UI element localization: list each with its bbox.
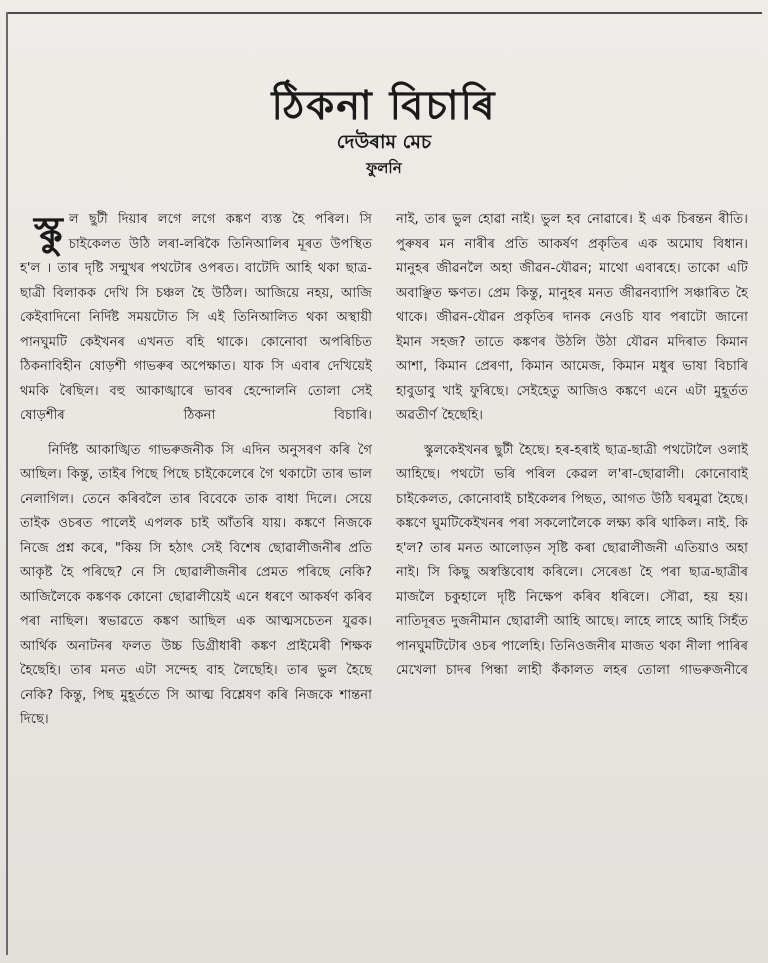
left-text-column [20,208,372,733]
top-border-rule [6,12,762,14]
right-paragraph-1-text: নাই, তাৰ ভুল হোৱা নাই। ভুল হব নোৱাৰে। ই এক চিৰন্তন ৰীতি। পুৰুষৰ মন নাৰীৰ প্ৰতি আকৰ্ষণ প্ৰকৃতিৰ এক অমোঘ বিধান। মানুহৰ জীৱনলৈ অহা জীৱন-যৌৱন; মাথো এবাৰহে। তাকো এটি অবাঞ্ছিত ক্ষণত। প্ৰেম কিন্তু, মানুহৰ মনত জীৱনব্যাপি সঞ্চাৰিত হৈ থাকে। জীৱন-যৌৱন প্ৰকৃতিৰ দানক নেওচি যাব পৰাটো জানো ইমান সহজ? তাতে কঙ্কণৰ উঠলি উঠা যৌৱন মদিৰাত কিমান আশা, কিমান প্ৰেৰণা, কিমান আমেজ, কিমান মধুৰ ভাষা বিচাৰি হাবুডাবু খাই ফুৰিছে। সেইহেতু আজিও কঙ্কণে এনে এটা মুহূৰ্তত অৱতীৰ্ণ হৈছেহি। [396,212,748,423]
right-paragraph-2 [396,439,748,684]
article-location: ফুলনি [366,159,402,177]
right-paragraph-1 [396,208,748,429]
right-paragraph-2-text: স্কুলকেইখনৰ ছুটী হৈছে। হৰ-হৰাই ছাত্ৰ-ছাত্ৰী পথটোলৈ ওলাই আহিছে। পথটো ভৰি পৰিল কেৱল ল'ৰা-ছোৱালী। কোনোবাই চাইকেলত, কোনোবাই চাইকেলৰ পিছত, আগত উঠি ঘৰমুৱা হৈছে। কঙ্কণে ঘুমটিকেইখনৰ পৰা সকলোলৈকে লক্ষ্য কৰি থাকিল। নাই. কি হ'ল? তাৰ মনত আলোড়ন সৃষ্টি কৰা ছোৱালীজনী এতিয়াও অহা নাই। সি কিছু অস্বস্তিবোধ কৰিলে। সেৰেঙা হৈ পৰা ছাত্ৰ-ছাত্ৰীৰ মাজলৈ চকুহালে দৃষ্টি নিক্ষেপ কৰিব ধৰিলে। সৌৱা, হয় হয়। নাতিদূৰত দুজনীমান ছোৱালী আহি আছে। লাহে লাহে আহি সিহঁত পানঘুমটিটোৰ ওচৰ পালেহি। তিনিওজনীৰ মাজত থকা নীলা পাৰিৰ মেখেলা চাদৰ পিন্ধা লাহী কঁকালত লহৰ তোলা গাভৰুজনীৰে [396,442,748,678]
article-title: ঠিকনা বিচাৰি [271,83,497,129]
left-paragraph-1 [20,208,372,429]
right-text-column [396,208,748,684]
left-paragraph-2 [20,439,372,733]
drop-cap: স্কু [34,209,63,255]
article-author: দেউৰাম মেচ [336,131,432,153]
left-paragraph-2-text: নিৰ্দিষ্ট আকাঙ্খিত গাভৰুজনীক সি এদিন অনুসৰণ কৰি গৈ আছিল। কিন্তু, তাইৰ পিছে পিছে চাইকেলেৰে গৈ থকাটো তাৰ ভাল নেলাগিল। তেনে কৰিবলৈ তাৰ বিবেকে তাক বাধা দিলে। সেয়ে তাইক ওচৰত পালেই এপলক চাই আঁতৰি যায়। কঙ্কণে নিজকে নিজে প্ৰশ্ন কৰে, "কিয় সি হঠাৎ সেই বিশেষ ছোৱালীজনীৰ প্ৰতি আকৃষ্ট হৈ পৰিছে? নে সি ছোৱালীজনীৰ প্ৰেমত পৰিছে নেকি? আজিলৈকে কঙ্কণক কোনো ছোৱালীয়েই এনে ধৰণে আকৰ্ষণ কৰিব পৰা নাছিল। স্বভাৱতে কঙ্কণ আছিল এক আত্মসচেতন যুৱক। আৰ্থিক অনাটনৰ ফলত উচ্চ ডিগ্ৰীধাৰী কঙ্কণ প্ৰাইমেৰী শিক্ষক হৈছেহি। তাৰ মনত এটা সন্দেহ বাহ লৈছেহি। তাৰ ভুল হৈছে নেকি? কিন্তু, পিছ মুহূৰ্ততে সি আত্ম বিশ্লেষণ কৰি নিজকে শান্তনা দিছে। [20,442,372,727]
left-paragraph-1-text: ল ছুটী দিয়াৰ লগে লগে কঙ্কণ ব্যস্ত হৈ পৰিল। সি চাইকেলত উঠি লৰা-লৰিকৈ তিনিআলিৰ মূৰত উপস্থিত হ'ল । তাৰ দৃষ্টি সন্মুখৰ পথটোৰ ওপৰত। বাটেদি আহি থকা ছাত্ৰ-ছাত্ৰী বিলাকক দেখি সি চঞ্চল হৈ উঠিল। আজিয়ে নহয়, আজি কেইবাদিনো নিৰ্দিষ্ট সময়টোত সি এই তিনিআলিত থকা অস্থায়ী পানঘুমটি কেইখনৰ এখনত বহি থাকে। কোনোবা অপৰিচিত ঠিকনাবিহীন ষোড়শী গাভৰুৰ অপেক্ষাত। যাক সি এবাৰ দেখিয়েই থমকি ৰৈছিল। বহু আকাঙ্খাৰে ভাবৰ হেন্দোলনি তোলা সেই ষোড়শীৰ ঠিকনা বিচাৰি। [20,212,372,423]
